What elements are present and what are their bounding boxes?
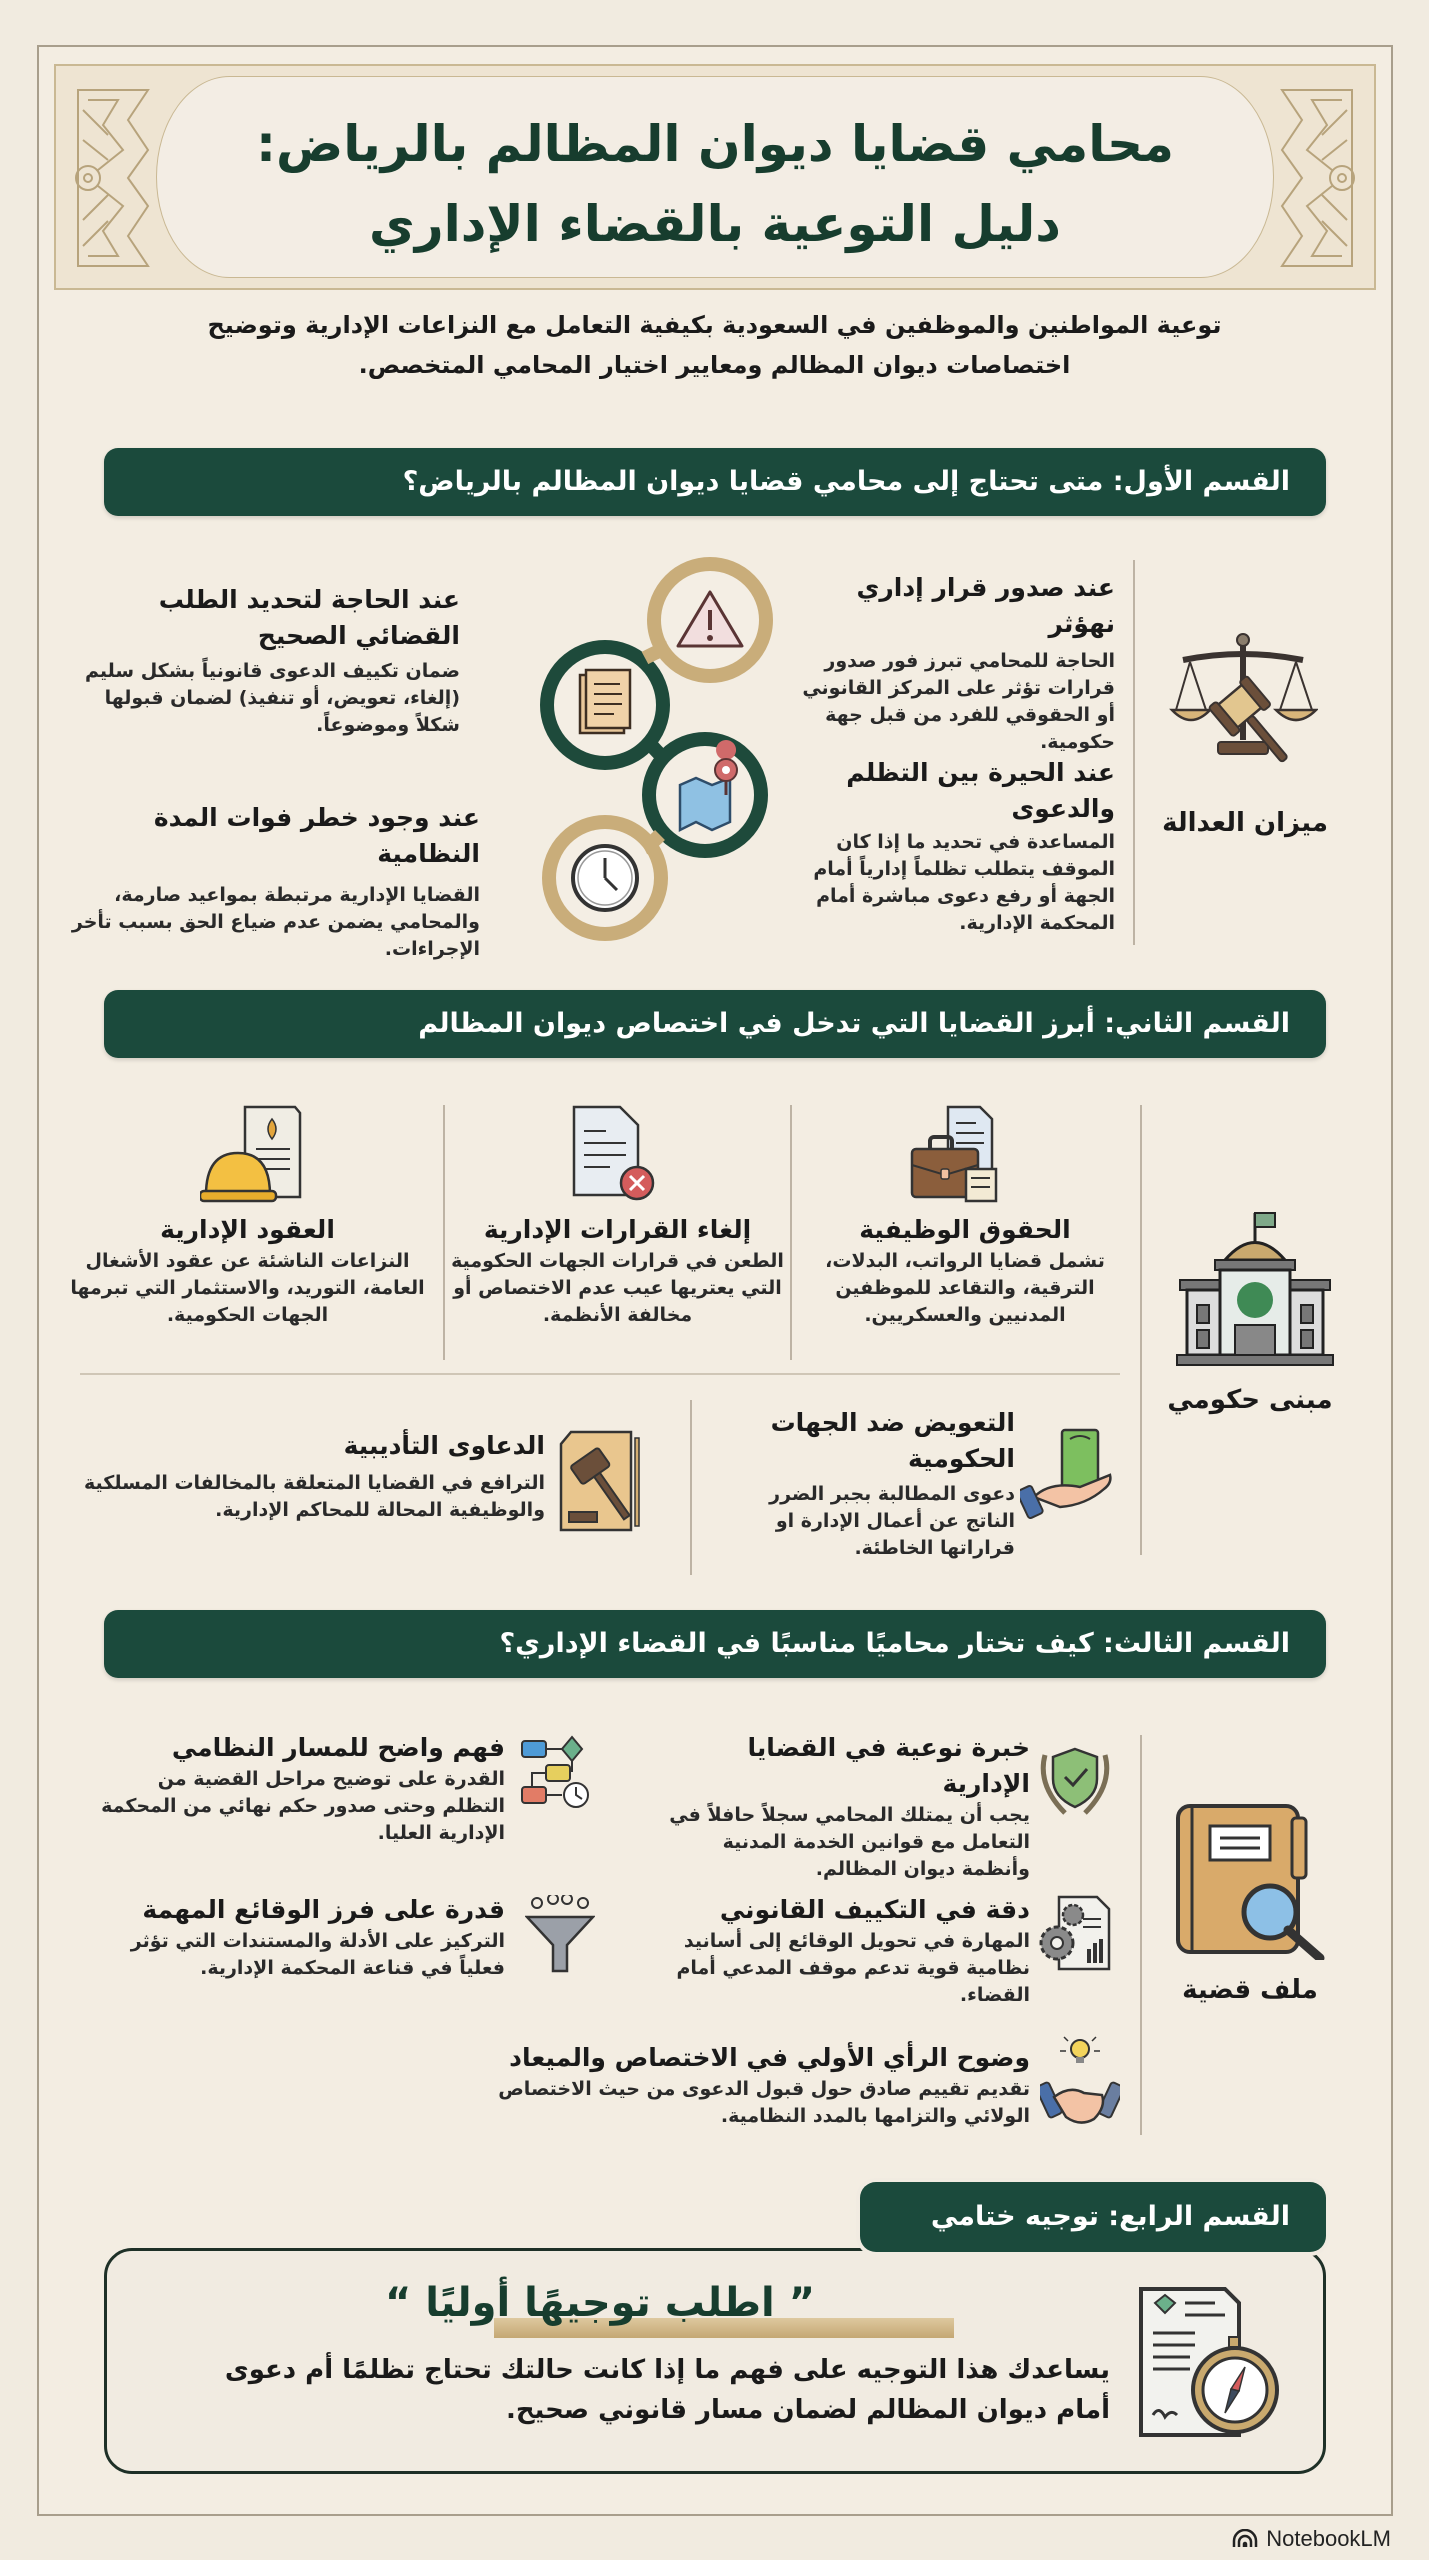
section-4-header: القسم الرابع: توجيه ختامي — [860, 2182, 1326, 2252]
section-4-body — [150, 2350, 1110, 2430]
quote-text: ” اطلب توجيهًا أوليًا “ — [385, 2280, 815, 2326]
item-body: تقديم تقييم صادق حول قبول الدعوى من حيث الاختصاص الولائي والتزامها بالمدد النظامية. — [498, 2078, 1030, 2127]
item-body: القضايا الإدارية مرتبطة بمواعيد صارمة، والمحامي يضمن عدم ضياع الحق بسبب تأخر الإجراءات. — [71, 884, 480, 960]
contract-helmet-icon — [200, 1105, 310, 1205]
divider — [1140, 1105, 1142, 1555]
item-body: النزاعات الناشئة عن عقود الأشغال العامة، التوريد، والاستثمار التي تبرمها الجهات الحكومية. — [70, 1250, 425, 1326]
item-body: الطعن في قرارات الجهات الحكومية التي يعتريها عيب عدم الاختصاص أو مخالفة الأنظمة. — [451, 1250, 784, 1326]
icon-chain — [520, 550, 800, 950]
item-title: خبرة نوعية في القضايا الإدارية — [747, 1733, 1030, 1798]
item-body: القدرة على توضيح مراحل القضية من التظلم وحتى صدور حكم نهائي من المحكمة الإدارية العليا. — [101, 1768, 505, 1844]
item-body: الترافع في القضايا المتعلقة بالمخالفات المسلكية والوظيفية المحالة للمحاكم الإدارية. — [84, 1472, 545, 1521]
item-body: التركيز على الأدلة والمستندات التي تؤثر فعلياً في قناعة المحكمة الإدارية. — [130, 1930, 505, 1979]
s3-item-5 — [470, 2040, 1030, 2130]
item-body: تشمل قضايا الرواتب، البدلات، الترقية، والتقاعد للموظفين المدنيين والعسكريين. — [825, 1250, 1105, 1326]
item-body: المساعدة في تحديد ما إذا كان الموقف يتطلب تظلماً إدارياً أمام الجهة أو رفع دعوى مباشرة أمام المحكمة الإدارية. — [813, 831, 1115, 934]
brand-label: NotebookLM — [1266, 2526, 1391, 2551]
s1-item-2 — [800, 755, 1115, 937]
documents-icon — [580, 670, 630, 733]
s2-item-5 — [65, 1428, 545, 1524]
document-cancel-icon — [570, 1105, 660, 1205]
briefcase-icon — [910, 1105, 1010, 1205]
s1-item-1 — [800, 570, 1115, 756]
section-3-header: القسم الثالث: كيف تختار محاميًا مناسبًا في القضاء الإداري؟ — [104, 1610, 1326, 1678]
gavel-document-icon — [555, 1430, 645, 1535]
hand-money-icon — [1020, 1425, 1115, 1520]
section-1-header: القسم الأول: متى تحتاج إلى محامي قضايا ديوان المظالم بالرياض؟ — [104, 448, 1326, 516]
s2-item-3 — [60, 1212, 435, 1329]
s1-item-3 — [60, 582, 460, 739]
flowchart-icon — [520, 1735, 600, 1815]
notebooklm-badge — [1232, 2526, 1391, 2552]
divider — [1140, 1735, 1142, 2135]
gears-document-icon — [1035, 1893, 1115, 1973]
s3-item-3 — [95, 1730, 505, 1847]
item-body: ضمان تكييف الدعوى قانونياً بشكل سليم (إلغاء، تعويض، أو تنفيذ) لضمان قبولها شكلاً وموضوعاً. — [85, 660, 460, 736]
subtitle-line-1: توعية المواطنين والموظفين في السعودية بكيفية التعامل مع النزاعات الإدارية وتوضيح — [207, 311, 1222, 339]
item-title: فهم واضح للمسار النظامي — [171, 1733, 505, 1762]
title-line-2: دليل التوعية بالقضاء الإداري — [369, 195, 1061, 253]
title-line-1: محامي قضايا ديوان المظالم بالرياض: — [256, 115, 1174, 173]
page-subtitle — [120, 305, 1309, 385]
item-title: عند الحاجة لتحديد الطلب القضائي الصحيح — [158, 585, 460, 650]
item-title: وضوح الرأي الأولي في الاختصاص والميعاد — [509, 2043, 1030, 2072]
notebooklm-logo-icon — [1232, 2529, 1258, 2549]
item-title: قدرة على فرز الوقائع المهمة — [142, 1895, 505, 1924]
s2-item-1 — [795, 1212, 1135, 1329]
item-title: العقود الإدارية — [160, 1215, 335, 1244]
divider — [80, 1373, 1120, 1375]
item-title: الدعاوى التأديبية — [343, 1431, 545, 1460]
handshake-bulb-icon — [1040, 2035, 1120, 2135]
item-title: عند الحيرة بين التظلم والدعوى — [846, 758, 1115, 823]
s3-item-2 — [660, 1892, 1030, 2009]
scales-gavel-icon — [1168, 630, 1318, 770]
subtitle-line-2: اختصاصات ديوان المظالم ومعايير اختيار المحامي المتخصص. — [358, 351, 1071, 379]
s2-item-2 — [450, 1212, 785, 1329]
title-banner — [54, 64, 1376, 290]
shield-laurel-icon — [1035, 1735, 1115, 1820]
divider — [1133, 560, 1135, 945]
item-title: الحقوق الوظيفية — [859, 1215, 1071, 1244]
section-3-side-label: ملف قضية — [1182, 1975, 1318, 2005]
funnel-icon — [525, 1895, 595, 1975]
case-file-magnifier-icon — [1170, 1800, 1330, 1960]
clock-icon — [573, 846, 637, 910]
item-title: عند وجود خطر فوات المدة النظامية — [153, 803, 480, 868]
document-compass-icon — [1135, 2285, 1285, 2445]
section-2-header: القسم الثاني: أبرز القضايا التي تدخل في اختصاص ديوان المظالم — [104, 990, 1326, 1058]
page-title — [56, 104, 1374, 264]
item-body: المهارة في تحويل الوقائع إلى أسانيد نظامية قوية تدعم موقف المدعي أمام القضاء. — [676, 1930, 1030, 2006]
s3-item-1 — [660, 1730, 1030, 1883]
divider — [690, 1400, 692, 1575]
divider — [790, 1105, 792, 1360]
item-title: دقة في التكييف القانوني — [719, 1895, 1030, 1924]
item-title: إلغاء القرارات الإدارية — [483, 1215, 752, 1244]
section-2-side-label: مبنى حكومي — [1167, 1385, 1333, 1415]
government-building-icon — [1175, 1205, 1335, 1370]
s1-item-4 — [60, 800, 480, 963]
s2-item-4 — [730, 1405, 1015, 1562]
item-body: يجب أن يمتلك المحامي سجلاً حافلاً في التعامل مع قوانين الخدمة المدنية وأنظمة ديوان المظالم. — [669, 1804, 1030, 1880]
s3-item-4 — [95, 1892, 505, 1982]
item-body: الحاجة للمحامي تبرز فور صدور قرارات تؤثر على المركز القانوني أو الحقوقي للفرد من قبل جهة حكومية. — [802, 650, 1115, 753]
item-body: دعوى المطالبة بجبر الضرر الناتج عن أعمال الإدارة او قراراتها الخاطئة. — [769, 1483, 1015, 1559]
divider — [443, 1105, 445, 1360]
item-title: عند صدور قرار إداري نهؤثر — [856, 573, 1115, 638]
item-title: التعويض ضد الجهات الحكومية — [770, 1408, 1015, 1473]
body-line-2: أمام ديوان المظالم لضمان مسار قانوني صحيح. — [505, 2395, 1110, 2425]
section-1-side-label: ميزان العدالة — [1162, 808, 1328, 838]
body-line-1: يساعدك هذا التوجيه على فهم ما إذا كانت حالتك تحتاج تظلمًا أم دعوى — [224, 2355, 1110, 2385]
